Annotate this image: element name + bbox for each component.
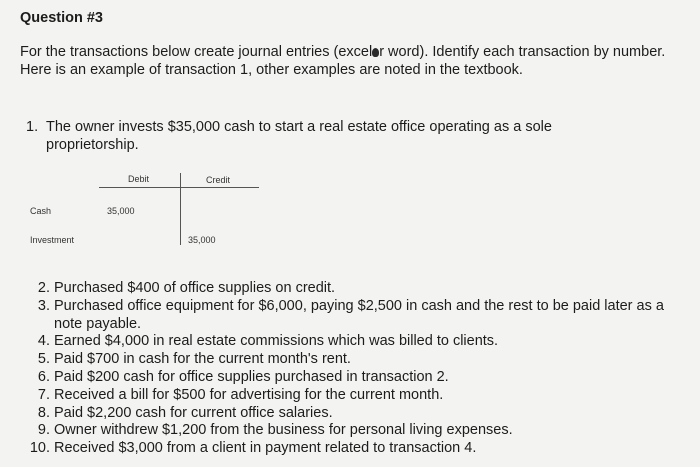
transaction-text: Purchased $400 of office supplies on credit.	[54, 280, 336, 296]
transaction-list	[20, 280, 690, 458]
transaction-item	[20, 333, 690, 351]
t-account-vertical-line	[180, 173, 181, 245]
transaction-number: 9.	[37, 422, 50, 439]
transaction-item	[20, 280, 690, 298]
cash-debit-amount: 35,000	[107, 206, 135, 216]
transaction-item	[20, 369, 690, 387]
credit-header: Credit	[206, 175, 231, 185]
example-number: 1.	[26, 119, 39, 135]
transaction-number: 8.	[37, 404, 50, 421]
transaction-item	[20, 298, 690, 334]
transaction-text: Paid $2,200 cash for current office salaries.	[54, 404, 333, 421]
debit-header: Debit	[128, 174, 150, 184]
transaction-text: Owner withdrew $1,200 from the business for personal living expenses.	[54, 422, 513, 439]
instructions-text-part2: r word). Identify each transaction by number. Here is an example of transaction 1, other examples are noted in the textbook.	[20, 44, 666, 78]
transaction-number: 10.	[29, 440, 50, 457]
transaction-item	[20, 387, 690, 405]
investment-credit-amount: 35,000	[188, 235, 216, 245]
transaction-text: Received a bill for $500 for advertising for the current month.	[54, 386, 444, 403]
transaction-number: 3.	[37, 297, 50, 314]
transaction-number: 2.	[37, 280, 50, 296]
instructions-text-part1: For the transactions below create journal entries (excel	[20, 44, 373, 60]
transaction-item	[20, 440, 690, 458]
transaction-text: Earned $4,000 in real estate commissions which was billed to clients.	[54, 333, 499, 350]
transaction-text: Paid $700 in cash for the current month's rent.	[54, 351, 351, 368]
transaction-text: Paid $200 cash for office supplies purchased in transaction 2.	[54, 368, 449, 385]
transaction-item	[20, 351, 690, 369]
transaction-number: 5.	[37, 351, 50, 368]
investment-account-label: Investment	[30, 235, 75, 245]
transaction-text: Received $3,000 from a client in payment related to transaction 4.	[54, 440, 477, 457]
transaction-item	[20, 405, 690, 423]
transaction-item	[20, 422, 690, 440]
t-account-horizontal-line	[99, 187, 259, 188]
transaction-number: 6.	[37, 368, 50, 385]
transaction-number: 7.	[37, 386, 50, 403]
question-title: Question #3	[20, 10, 103, 26]
example-text: The owner invests $35,000 cash to start a real estate office operating as a sole proprietorship.	[46, 119, 552, 153]
transaction-number: 4.	[37, 333, 50, 350]
cash-account-label: Cash	[30, 206, 52, 216]
transaction-text: Purchased office equipment for $6,000, paying $2,500 in cash and the rest to be paid later as a note payable.	[54, 297, 664, 332]
